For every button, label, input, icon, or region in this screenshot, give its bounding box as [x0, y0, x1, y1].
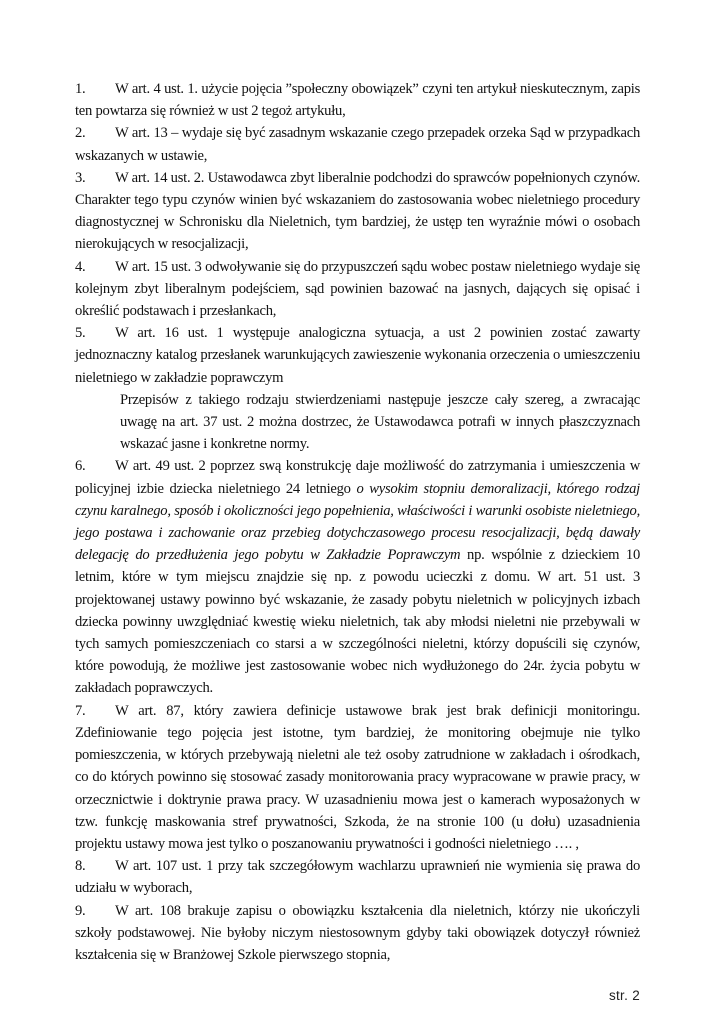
list-item-3 — [75, 167, 640, 256]
item-text: W art. 107 ust. 1 przy tak szczegółowym wachlarzu uprawnień nie wymienia się prawa do udziału w wyborach, — [75, 858, 640, 897]
item-number: 7. — [75, 702, 86, 719]
item-number: 6. — [75, 458, 86, 475]
list-item-2 — [75, 122, 640, 166]
item-text: W art. 14 ust. 2. Ustawodawca zbyt liberalnie podchodzi do sprawców popełnionych czynów. Charakter tego typu czynów winien być wskazaniem do zastosowania wobec nieletniego procedury diagnostycznej w Schronisku dla Nieletnich, tym bardziej, że ustęp ten wyraźnie mówi o osobach nierokujących w resocjalizacji, — [75, 169, 640, 253]
list-item-6 — [75, 455, 640, 699]
item-text-part-b: np. wspólnie z dzieckiem 10 letnim, które w tym miejscu znajdzie się np. z powodu ucieczki z domu. W art. 51 ust. 3 projektowanej ustawy powinno być wskazanie, że zasady pobytu nieletnich w policyjnych izbach dziecka powinny uwzględniać kwestię wieku nieletnich, tak aby młodsi nieletni nie przebywali w tych samych pomieszczeniach co starsi a w szczególności nieletni, którzy dopuścili się czynów, które powodują, że możliwe jest zastosowanie wobec nich wydłużonego do 24r. życia pobytu w zakładach poprawczych. — [75, 547, 641, 697]
item-number: 4. — [75, 258, 86, 275]
item-number: 5. — [75, 325, 86, 342]
list-item-8 — [75, 855, 640, 899]
item-text: W art. 87, który zawiera definicje ustawowe brak jest brak definicji monitoringu. Zdefiniowanie tego pojęcia jest istotne, tym bardziej, że monitoring obejmuje nie tylko pomieszczenia, w których przebywają nieletni ale też osoby zatrudnione w zakładach i ośrodkach, co do których powinno się stosować zasady monitorowania pracy wypracowane w prawie pracy, w orzecznictwie i doktrynie prawa pracy. W uzasadnieniu mowa jest o kamerach wyposażonych w tzw. funkcję maskowania stref prywatności, Szkoda, że na stronie 100 (u dołu) uzasadnienia projektu ustawy mowa jest tylko o poszanowaniu prywatności i godności nieletniego …. , — [75, 702, 640, 852]
list-item-1 — [75, 78, 640, 122]
item-number: 2. — [75, 125, 86, 142]
page-number: str. 2 — [608, 988, 640, 1003]
item-text-part-a: W art. 49 ust. 2 poprzez swą konstrukcję daje możliwość do zatrzymania i umieszczenia w policyjnej izbie dziecka nieletniego 24 letniego — [75, 458, 640, 497]
item-number: 1. — [75, 81, 86, 97]
item-text: W art. 108 brakuje zapisu o obowiązku kształcenia dla nieletnich, którzy nie ukończyli szkoły podstawowej. Nie byłoby niczym niestosownym gdyby taki obowiązek dotyczył również kształcenia się w Branżowej Szkole pierwszego stopnia, — [75, 902, 640, 963]
list-item-7 — [75, 700, 640, 855]
item-text-italic-quote: o wysokim stopniu demoralizacji, którego rodzaj czynu karalnego, sposób i okoliczności jego popełnienia, właściwości i warunki osobiste nieletniego, jego postawa i zachowanie oraz przebieg dotychczasowego procesu resocjalizacji, będą dawały delegację do przedłużenia jego pobytu w Zakładzie Poprawczym — [75, 480, 640, 564]
item-number: 9. — [75, 902, 86, 919]
item-text: W art. 15 ust. 3 odwoływanie się do przypuszczeń sądu wobec postaw nieletniego wydaje się kolejnym zbyt liberalnym podejściem, sąd powinien bazować na jasnych, dających się opisać i określić podstawach i przesłankach, — [75, 258, 640, 320]
item-text: W art. 4 ust. 1. użycie pojęcia ”społeczny obowiązek” czyni ten artykuł nieskutecznym, zapis ten powtarza się również w ust 2 tegoż artykułu, — [75, 81, 640, 120]
item-text: W art. 13 – wydaje się być zasadnym wskazanie czego przepadek orzeka Sąd w przypadkach wskazanych w ustawie, — [75, 125, 640, 164]
list-item-5 — [75, 322, 640, 389]
list-item-9 — [75, 900, 640, 967]
document-body — [75, 78, 640, 966]
list-item-4 — [75, 256, 640, 323]
summary-paragraph: Przepisów z takiego rodzaju stwierdzeniami następuje jeszcze cały szereg, a zwracając uwagę na art. 37 ust. 2 można dostrzec, że Ustawodawca potrafi w innych płaszczyznach wskazać jasne i konkretne normy. — [120, 391, 640, 453]
item-number: 3. — [75, 169, 86, 186]
item-number: 8. — [75, 858, 86, 875]
item-text: W art. 16 ust. 1 występuje analogiczna sytuacja, a ust 2 powinien zostać zawarty jednoznaczny katalog przesłanek warunkujących zawieszenie wykonania orzeczenia o umieszczeniu nieletniego w zakładzie poprawczym — [75, 325, 640, 386]
